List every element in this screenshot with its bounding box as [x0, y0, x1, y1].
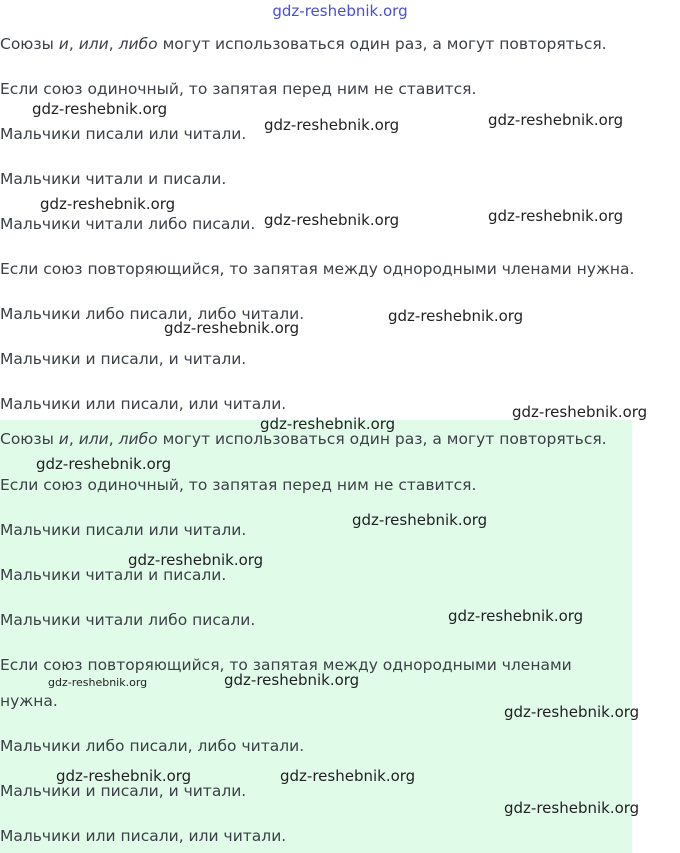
watermark: gdz-reshebnik.org	[448, 607, 584, 625]
watermark: gdz-reshebnik.org	[128, 551, 264, 569]
answer-example-5: Мальчики и писали, и читали.	[0, 782, 247, 800]
example-5: Мальчики и писали, и читали.	[0, 350, 247, 368]
italic-term: либо	[118, 35, 158, 53]
watermark: gdz-reshebnik.org	[504, 799, 640, 817]
italic-term: или	[78, 35, 109, 53]
watermark: gdz-reshebnik.org	[352, 511, 488, 529]
watermark: gdz-reshebnik.org	[488, 111, 624, 129]
italic-term: и	[58, 430, 69, 448]
example-2: Мальчики читали и писали.	[0, 170, 227, 188]
example-3: Мальчики читали либо писали.	[0, 215, 256, 233]
answer-rule-repeated-line1: Если союз повторяющийся, то запятая между однородными членами	[0, 656, 572, 674]
example-4: Мальчики либо писали, либо читали.	[0, 305, 305, 323]
watermark: gdz-reshebnik.org	[504, 703, 640, 721]
text: могут использоваться один раз, а могут повторяться.	[157, 430, 607, 448]
text: ,	[108, 430, 119, 448]
rule-single: Если союз одиночный, то запятая перед ним не ставится.	[0, 80, 477, 98]
watermark: gdz-reshebnik.org	[488, 207, 624, 225]
answer-example-1: Мальчики писали или читали.	[0, 521, 247, 539]
answer-rule-single: Если союз одиночный, то запятая перед ним не ставится.	[0, 476, 477, 494]
watermark: gdz-reshebnik.org	[260, 415, 396, 433]
answer-example-6: Мальчики или писали, или читали.	[0, 827, 287, 845]
watermark: gdz-reshebnik.org	[48, 676, 148, 689]
watermark: gdz-reshebnik.org	[56, 767, 192, 785]
italic-term: или	[78, 430, 109, 448]
text: Союзы	[0, 430, 59, 448]
answer-example-3: Мальчики читали либо писали.	[0, 611, 256, 629]
watermark: gdz-reshebnik.org	[224, 671, 360, 689]
text: могут использоваться один раз, а могут повторяться.	[157, 35, 607, 53]
answer-rule-repeated-line2: нужна.	[0, 692, 58, 710]
italic-term: либо	[118, 430, 158, 448]
watermark: gdz-reshebnik.org	[512, 403, 648, 421]
watermark: gdz-reshebnik.org	[32, 100, 168, 118]
watermark: gdz-reshebnik.org	[280, 767, 416, 785]
example-6: Мальчики или писали, или читали.	[0, 395, 287, 413]
text: ,	[68, 430, 79, 448]
site-header[interactable]: gdz-reshebnik.org	[272, 2, 408, 20]
text: ,	[108, 35, 119, 53]
italic-term: и	[58, 35, 69, 53]
rule-repeated: Если союз повторяющийся, то запятая между однородными членами нужна.	[0, 260, 635, 278]
watermark: gdz-reshebnik.org	[164, 319, 300, 337]
text: Союзы	[0, 35, 59, 53]
example-1: Мальчики писали или читали.	[0, 125, 247, 143]
answer-example-4: Мальчики либо писали, либо читали.	[0, 737, 305, 755]
watermark: gdz-reshebnik.org	[40, 195, 176, 213]
rule-conjunctions	[0, 34, 607, 54]
watermark: gdz-reshebnik.org	[264, 116, 400, 134]
text: ,	[68, 35, 79, 53]
watermark: gdz-reshebnik.org	[264, 211, 400, 229]
answer-example-2: Мальчики читали и писали.	[0, 566, 227, 584]
watermark: gdz-reshebnik.org	[388, 307, 524, 325]
watermark: gdz-reshebnik.org	[36, 455, 172, 473]
